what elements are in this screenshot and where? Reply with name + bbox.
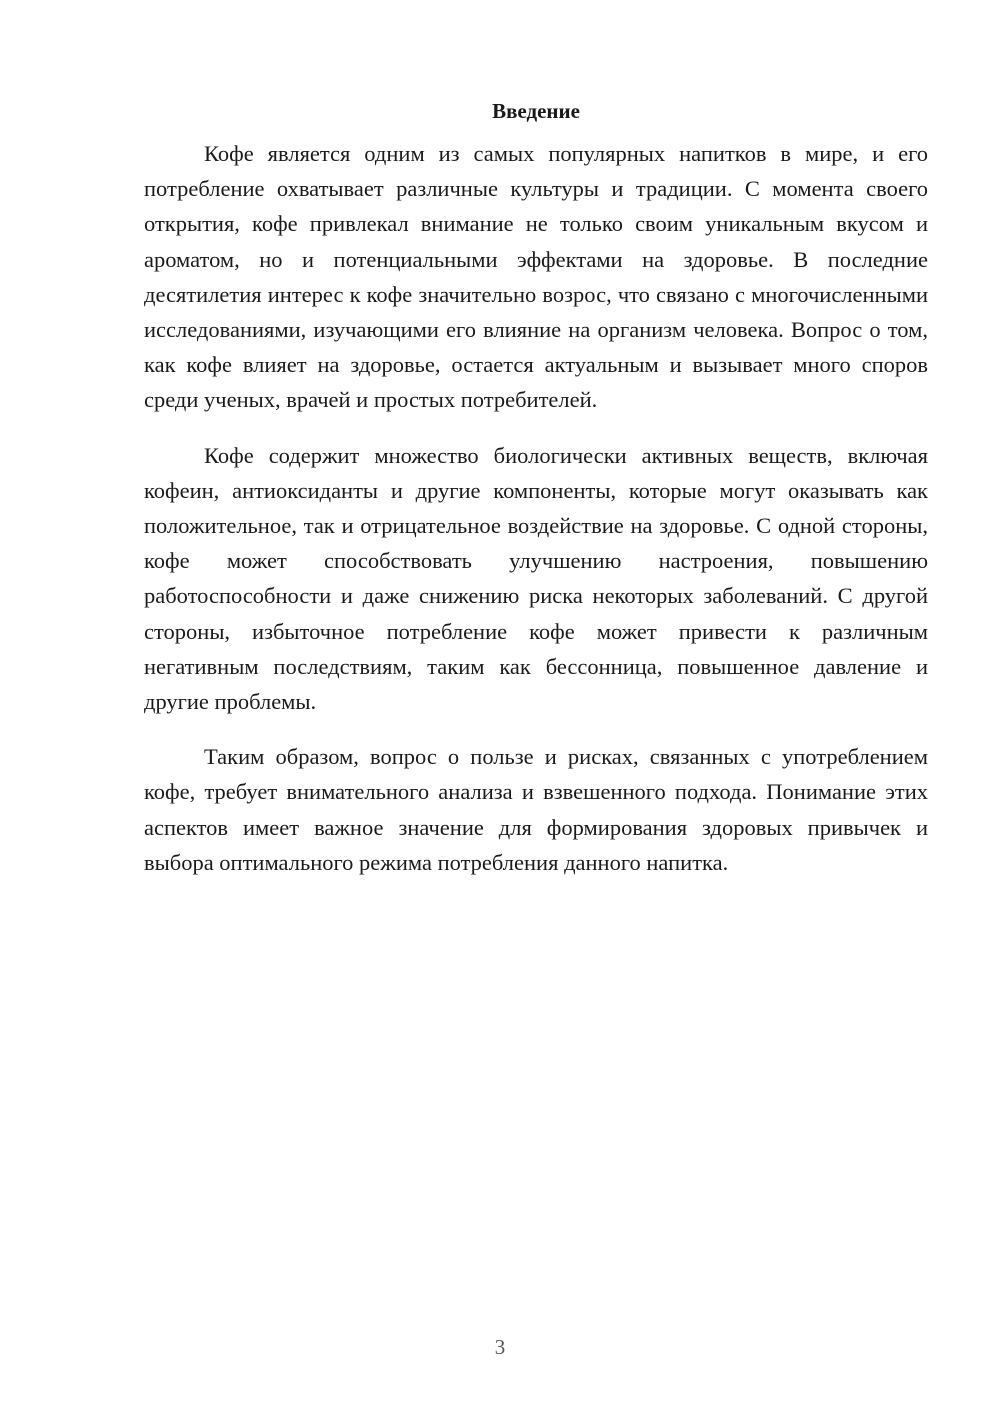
paragraph-3: Таким образом, вопрос о пользе и рисках, связанных с употреблением кофе, требует внимательного анализа и взвешенного подхода. Понимание этих аспектов имеет важное значение для формирования здоровых привычек и выбора оптимального режима потребления данного напитка. bbox=[144, 744, 928, 875]
section-heading: Введение bbox=[492, 99, 580, 123]
page-number: 3 bbox=[494, 1335, 506, 1359]
paragraph-2: Кофе содержит множество биологически активных веществ, включая кофеин, антиоксиданты и другие компоненты, которые могут оказывать как положительное, так и отрицательное воздействие на здоровье. С одной стороны, кофе может способствовать улучшению настроения, повышению работоспособности и даже снижению риска некоторых заболеваний. С другой стороны, избыточное потребление кофе может привести к различным негативным последствиям, таким как бессонница, повышенное давление и другие проблемы. bbox=[144, 442, 928, 715]
paragraph-1: Кофе является одним из самых популярных напитков в мире, и его потребление охватывает различные культуры и традиции. С момента своего открытия, кофе привлекал внимание не только своим уникальным вкусом и ароматом, но и потенциальными эффектами на здоровье. В последние десятилетия интерес к кофе значительно возрос, что связано с многочисленными исследованиями, изучающими его влияние на организм человека. Вопрос о том, как кофе влияет на здоровье, остается актуальным и вызывает много споров среди ученых, врачей и простых потребителей. bbox=[144, 141, 928, 413]
page-content bbox=[144, 95, 928, 900]
